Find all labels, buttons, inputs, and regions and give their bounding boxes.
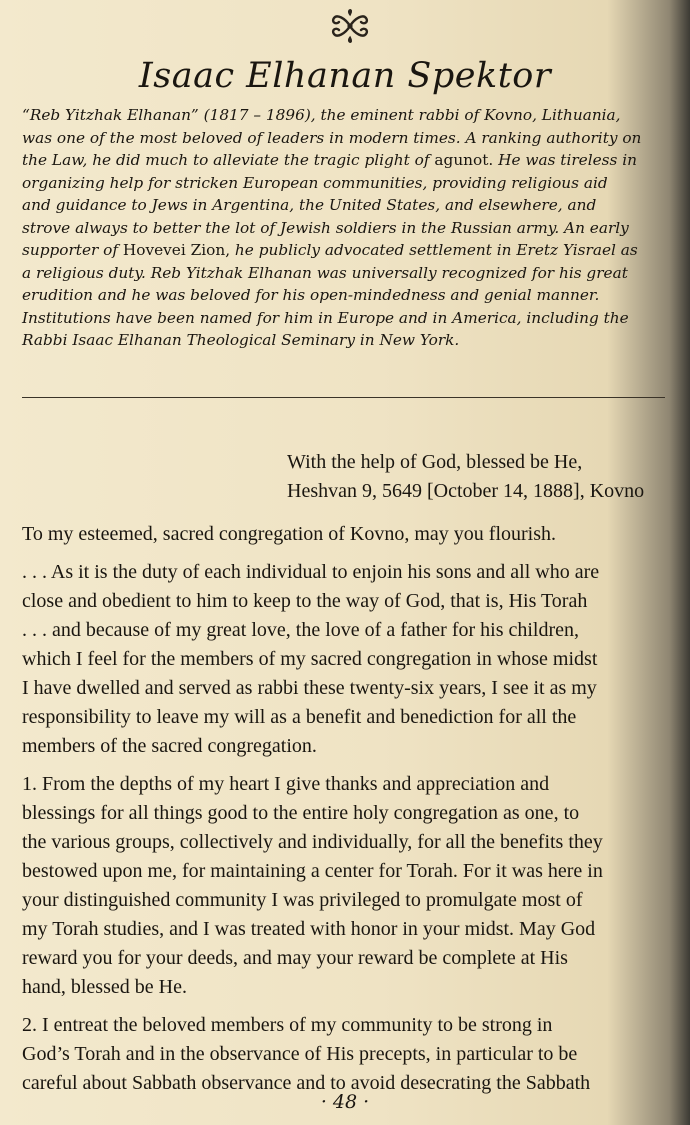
bio-line [22,172,670,195]
letter-line: . . . As it is the duty of each individual to enjoin his sons and all who are [22,561,600,583]
bio-line [22,262,670,285]
letter-paragraph [22,520,674,549]
bio-line [22,217,670,240]
section-divider [22,397,665,398]
letter-line: hand, blessed be He. [22,976,187,998]
letter-line: your distinguished community I was privileged to promulgate most of [22,889,583,911]
letter-paragraph [22,558,674,761]
bio-line [22,307,670,330]
letter-line: my Torah studies, and I was treated with honor in your midst. May God [22,918,596,940]
bio-line [22,127,670,150]
bio-text: he publicly advocated settlement in Eretz Yisrael as [230,241,638,259]
letter-line: blessings for all things good to the entire holy congregation as one, to [22,802,580,824]
bio-text: erudition and he was beloved for his open-mindedness and genial manner. [22,286,600,304]
letter-line: which I feel for the members of my sacred congregation in whose midst [22,648,598,670]
letter-line: the various groups, collectively and individually, for all the benefits they [22,831,603,853]
bio-line [22,329,670,352]
bio-line [22,284,670,307]
page-number: · 48 · [320,1091,370,1113]
letter-line: responsibility to leave my will as a benefit and benediction for all the [22,706,577,728]
letter-line: 2. I entreat the beloved members of my community to be strong in [22,1014,553,1036]
letter-line: careful about Sabbath observance and to avoid desecrating the Sabbath [22,1072,591,1094]
letter-line: To my esteemed, sacred congregation of Kovno, may you flourish. [22,523,557,545]
letter-line: I have dwelled and served as rabbi these twenty-six years, I see it as my [22,677,597,699]
page-title: Isaac Elhanan Spektor [138,56,552,96]
bio-term: agunot. [434,151,494,169]
bio-text: “Reb Yitzhak Elhanan” (1817 – 1896), the eminent rabbi of Kovno, Lithuania, [22,106,621,124]
bio-term: Hovevei Zion, [122,241,231,259]
bio-text: supporter of [22,241,123,259]
bio-line [22,239,670,262]
fleuron-ornament-icon [327,6,373,46]
biography-paragraph [22,104,670,352]
dateline-line-2: Heshvan 9, 5649 [October 14, 1888], Kovno [287,480,645,502]
bio-line [22,194,670,217]
letter-paragraph [22,770,674,1002]
letter-line: reward you for your deeds, and may your reward be complete at His [22,947,568,969]
letter-line: close and obedient to him to keep to the way of God, that is, His Torah [22,590,588,612]
bio-text: the Law, he did much to alleviate the tragic plight of [22,151,435,169]
bio-text: Institutions have been named for him in Europe and in America, including the [22,308,629,327]
bio-text: strove always to better the lot of Jewish soldiers in the Russian army. An early [22,218,629,237]
bio-text: He was tireless in [493,151,637,169]
bio-text: was one of the most beloved of leaders in modern times. A ranking authority on [22,128,642,147]
bio-text: and guidance to Jews in Argentina, the United States, and elsewhere, and [22,196,597,214]
letter-line: bestowed upon me, for maintaining a center for Torah. For it was here in [22,860,603,882]
letter-body [22,520,674,1107]
letter-line: 1. From the depths of my heart I give thanks and appreciation and [22,773,550,795]
bio-text: organizing help for stricken European communities, providing religious aid [22,173,608,192]
letter-paragraph [22,1011,674,1098]
letter-dateline [287,448,644,506]
letter-line: members of the sacred congregation. [22,735,317,757]
bio-text: Rabbi Isaac Elhanan Theological Seminary in New York. [22,331,460,349]
bio-line [22,104,670,127]
letter-line: God’s Torah and in the observance of His precepts, in particular to be [22,1043,578,1065]
bio-line [22,149,670,172]
dateline-line-1: With the help of God, blessed be He, [287,451,583,473]
letter-line: . . . and because of my great love, the love of a father for his children, [22,619,580,641]
bio-text: a religious duty. Reb Yitzhak Elhanan was universally recognized for his great [22,263,628,282]
